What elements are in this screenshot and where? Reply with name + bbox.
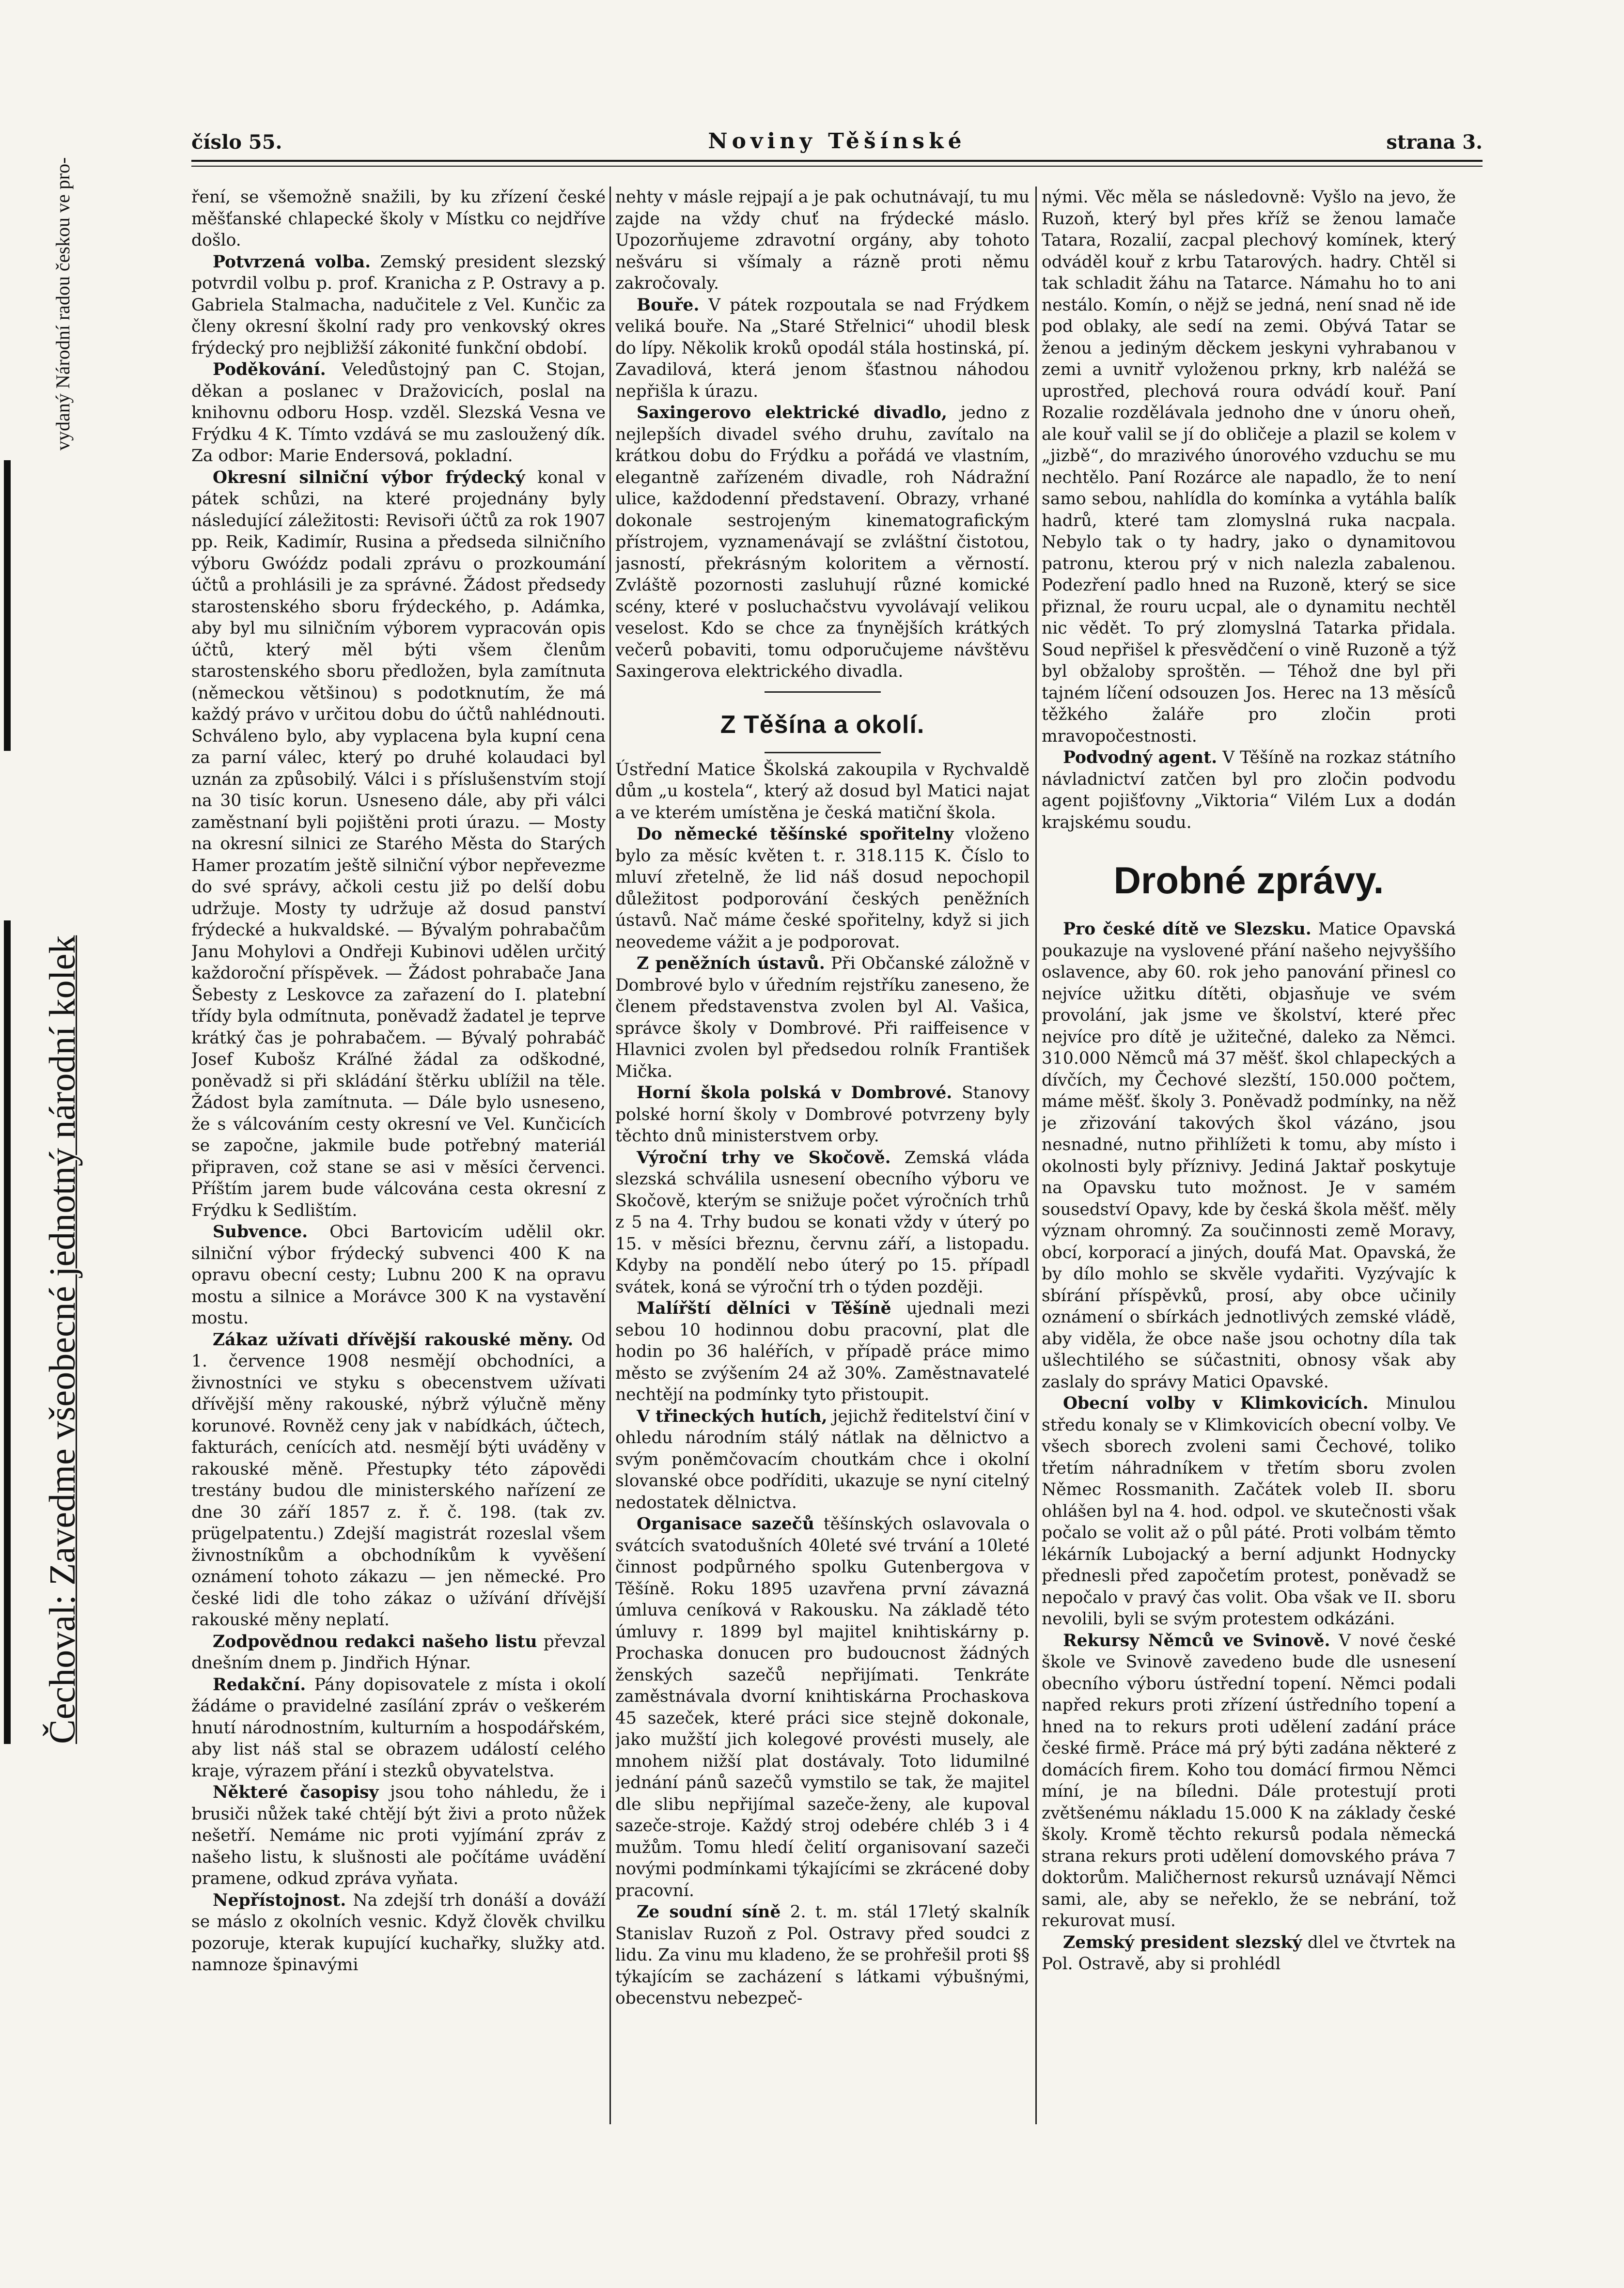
article-text: konal v pátek schůzi, na které projednány byly následující záležitosti: Revisoři účtů za rok 1907 pp. Reik, Kadimír, Rusina a předseda silničního výboru Gwóźdz podali zprávu o prozkoumání účtů a prohlásili je za správné. Žádost předsedy starostenského sboru frýdeckého, p. Adámka, aby byl mu silničním výborem vypracován opis účtů, který měl býti všem členům starostenského sboru předložen, byla zamítnuta (německou většinou) s podotknutím, že má každý právo v určitou dobu do účtů nahlédnouti. Schváleno bylo, aby vyplacena byla kupní cena za parní válec, který po druhé kolaudaci byl uznán za způsobilý. Válci i s příslušenstvím stojí na 30 tisíc korun. Usneseno dále, aby při válci zaměstnaní byli pojištěni proti úrazu. — Mosty na okresní silnici ze Starého Města do Starých Hamer prozatím ještě silniční výbor nepřevezme do své správy, ačkoli cestu již po delší dobu udržuje. Mosty ty udržuje až dosud panství frýdecké a hukvaldské. — Bývalým pohrabačům Janu Mohylovi a Ondřeji Kubinovi udělen určitý každoroční příspěvek. — Žádost pohrabače Jana Šebesty z Leskovce za zařazení do I. platební třídy byla odmítnuta, poněvadž žadatel je teprve krátký čas je pohrabačem. — Bývalý pohrabáč Josef Kubošz Kráľné žádal za odškodné, poněvadž si při skládání štěrku ublížil na těle. Žádost byla zamítnuta. — Dále bylo usneseno, že s válcováním cesty okresní ve Vel. Kunčicích se započne, jakmile bude potřebný materiál připraven, což stane se asi v měsíci červenci. Příštím jarem bude válcována cesta okresní z Frýdku k Sedlištím. <box>191 467 606 1220</box>
article-paragraph <box>615 187 1030 295</box>
article-text: Při Občanské záložně v Dombrové bylo v úředním rejstříku zaneseno, že členem představenstva zvolen byl Al. Vašica, správce školy v Dombrové. Při raiffeisence v Hlavnici zvolen byl předsedou rolník František Mička. <box>615 954 1030 1081</box>
article-text: Pány dopisovatele z místa i okolí žádáme o pravidelné zasílání zpráv o veškerém hnutí národnostním, kulturním a hospodářském, aby list náš stal se obrazem událostí celého kraje, výrazem přání i stezků obyvatelstva. <box>191 1675 606 1781</box>
article-lead: Obecní volby v Klimkovicích. <box>1063 1394 1369 1413</box>
article-text: Na zdejší trh donáší a dováží se máslo z okolních vesnic. Když člověk chvilku pozoruje, kterak kupující kuchařky, služky atd. namnoze špinavými <box>191 1890 606 1975</box>
article-text: vloženo bylo za měsíc květen t. r. 318.115 K. Číslo to mluví zřetelně, že lid náš dosud nepochopil důležitost podporování českých peněžních ústavů. Nač máme české spořitelny, když si jich neovedeme vážit a je podporovat. <box>615 825 1030 952</box>
article-text: V Těšíně na rozkaz státního návladnictví zatčen byl pro zločin podvodu agent pojišťovny „Viktoria“ Vilém Lux a dodán krajskému soudu. <box>1042 748 1456 832</box>
article-lead: Okresní silniční výbor frýdecký <box>213 467 525 487</box>
scan-edge-mark <box>4 920 11 1744</box>
article-paragraph <box>615 1147 1030 1298</box>
article-lead: Bouře. <box>637 295 700 315</box>
article-lead: Zodpovědnou redakci našeho listu <box>213 1632 537 1651</box>
article-text: Veledůstojný pan C. Stojan, děkan a poslanec v Dražovicích, poslal na knihovnu odboru Hosp. vzděl. Slezská Vesna ve Frýdku 4 K. Tímto vzdává se mu zasloužený dík. Za odbor: Marie Endersová, pokladní. <box>191 360 606 466</box>
article-lead: Poděkování. <box>213 360 326 379</box>
article-lead: Z peněžních ústavů. <box>637 954 825 973</box>
article-paragraph <box>615 1901 1030 2009</box>
article-lead: Podvodný agent. <box>1063 748 1218 767</box>
article-lead: Zemský president slezský <box>1063 1932 1302 1952</box>
article-lead: Potvrzená volba. <box>213 252 371 272</box>
article-paragraph <box>1042 187 1456 747</box>
column-divider <box>1035 187 1037 2124</box>
header-rule-thin <box>191 166 1483 167</box>
article-paragraph <box>1042 1630 1456 1932</box>
article-paragraph <box>615 953 1030 1082</box>
article-text: jedno z nejlepších divadel svého druhu, zavítalo na krátkou dobu do Frýdku a pořádá ve vlastním, elegantně zařízeném divadle, roh Nádražní ulice, každodenní představení. Obrazy, vrhané dokonale sestrojeným kinematografickým přístrojem, vyznamenávají se zvláštní čistotou, jasností, překrásným koloritem a věrností. Zvláště pozornosti zasluhují různé komické scény, které v posluchačstvu vyvolávají velikou veselost. Kdo se chce za ťnynějších krátkých večerů pobaviti, tomu odporučujeme návštěvu Saxingerova elektrického divadla. <box>615 403 1030 681</box>
article-text: Stanovy polské horní školy v Dombrové potvrzeny byly těchto dnů ministerstvem orby. <box>615 1083 1030 1146</box>
article-paragraph <box>191 1782 606 1890</box>
article-lead: Saxingerovo elektrické divadlo, <box>637 403 947 422</box>
column-3-bottom <box>1042 918 1456 1975</box>
article-lead: Do německé těšínské spořitelny <box>637 825 954 844</box>
article-text: převzal dnešním dnem p. Jindřich Hýnar. <box>191 1632 606 1673</box>
article-paragraph <box>191 187 606 251</box>
article-paragraph <box>615 295 1030 403</box>
article-paragraph <box>615 1406 1030 1514</box>
article-lead: Horní škola polská v Dombrové. <box>637 1083 953 1103</box>
article-paragraph <box>615 759 1030 824</box>
column-3 <box>1042 187 1456 2124</box>
sidebar-vertical-text <box>24 0 87 1744</box>
article-text: Obci Bartovicím udělil okr. silniční výbor frýdecký subvenci 400 K na opravu obecní cesty; Lubnu 200 K na opravu mostu a silnice a Morávce 300 K na vystavění mostu. <box>191 1222 606 1328</box>
article-text: Zemská vláda slezská schválila usnesení obecního výboru ve Skočově, kterým se snižuje počet výročních trhů z 5 na 4. Trhy budou se konati vždy v úterý po 15. v měsíci březnu, červnu září, a listopadu. Kdyby na pondělí nebo úterý po 15. případl svátek, koná se výroční trh o týden později. <box>615 1148 1030 1297</box>
article-text: V pátek rozpoutala se nad Frýdkem veliká bouře. Na „Staré Střelnici“ uhodil blesk do lípy. Několik kroků opodál stála hostinská, pí. Zavadilová, která jenom šťastnou náhodou nepřišla k úrazu. <box>615 295 1030 401</box>
issue-number: číslo 55. <box>191 131 282 154</box>
column-1 <box>191 187 606 2124</box>
article-paragraph <box>191 251 606 359</box>
article-text: Matice Opavská poukazuje na vyslovené přání našeho nejvyššího oslavence, aby 60. rok jeho panování přinesl co nejvíce užitku dítěti, objasňuje ve svém provolání, jak jsme ve školství, které přec nejvíce pro dítě je užitečné, daleko za Němci. 310.000 Němců má 37 měšť. škol chlapeckých a dívčích, my Čechové slezští, 150.000 počtem, máme měšť. školy 3. Poněvadž podmínky, na něž je zřizování takových škol vázáno, jsou nesnadné, nutno přihlížeti k tomu, aby místo i okolnosti byly příznivy. Jediná Jaktař poskytuje na Opavsku tuto možnost. Je v samém sousedství Opavy, kde by česká škola měšť. měly význam ohromný. Za součinnosti země Moravy, obcí, korporací a jiných, doufá Mat. Opavská, že by dílo mohlo se skvěle vydařiti. Vyzývajíc k sbírání příspěvků, prosí, aby obce učinily oznámení o sbírkách jednotlivých zemské vládě, aby viděla, že obce naše jsou ochotny díla tak ušlechtilého se súčastniti, obnosy však aby zaslaly do správy Matici Opavské. <box>1042 919 1456 1392</box>
article-text: V nové české škole ve Svinově zavedeno bude dle usnesení obecního výboru ústřední topení. Němci podali napřed rekurs proti zřízení ústředního topení a hned na to rekurs proti udělení zadání práce české firmě. Práce má prý býti zadána některé z domácích firem. Koho tou domácí firmou Němci míní, je na bíledni. Dále protestují proti zvětšenému nákladu 15.000 K na základy české školy. Kromě těchto rekursů podala německá strana rekurs proti udělení domovského práva 7 doktorům. Maličhernost rekursů uznávají Němci sami, ale, aby se neřeklo, že se nebrání, tož rekurovat musí. <box>1042 1631 1456 1930</box>
article-text: jsou toho náhledu, že i brusiči nůžek také chtějí být živi a proto nůžek nešetří. Nemáme nic proti vyjímání zpráv z našeho listu, k slušnosti ale počítáme uvádění pramene, odkud zpráva vyňata. <box>191 1783 606 1888</box>
article-text: jejichž ředitelství činí v ohledu národním stálý nátlak na dělnictvo a svým poněmčovacím choutkám chce i okolní slovanské obce podříditi, ukazuje se nyní citelný nedostatek dělnictva. <box>615 1406 1030 1512</box>
scan-edge-mark <box>4 460 11 751</box>
article-paragraph <box>615 1082 1030 1147</box>
article-lead: V třineckých hutích, <box>637 1406 828 1426</box>
section-title-drobne-zpravy: Drobné zprávy. <box>1113 859 1384 902</box>
newspaper-title: Noviny Těšínské <box>708 129 966 154</box>
article-paragraph <box>191 359 606 467</box>
header-rule <box>191 160 1483 162</box>
column-divider <box>609 187 611 2124</box>
article-paragraph <box>615 1513 1030 1901</box>
article-text: 2. t. m. stál 17letý skalník Stanislav Ruzoň z Pol. Ostravy před soudci z lidu. Za vinu mu kladeno, že se prohřešil proti §§ týkajícím se zacházení s látkami výbušnými, obecenstvu nebezpeč- <box>615 1902 1030 2008</box>
column-2-bottom <box>615 759 1030 2009</box>
article-paragraph <box>191 1631 606 1674</box>
article-lead: Rekursy Němců ve Svinově. <box>1063 1631 1330 1650</box>
sidebar-small-text: vydaný Národní radou českou ve pro- <box>52 157 74 451</box>
article-text: nými. Věc měla se následovně: Vyšlo na jevo, že Ruzoň, který byl přes kříž se ženou lamače Tatara, Rozalií, zacpal plechový komínek, který odváděl kouř z krbu Tatarových. hadry. Chtěl si tak schladit žáhu na Tatarce. Námahu ho to ani nestálo. Komín, o nějž se jedná, není snad ně ide pod oblaky, ale sedí na zemi. Obývá Tatar se ženou a jediným děckem jeskyni vyhrabanou v zemi a uvnitř vyloženou prkny, krb naléžá se uprostřed, plechová roura odvádí kouř. Paní Rozalie rozdělávala jednoho dne v únoru oheň, ale kouř valil se jí do obličeje a plazil se kolem v „jizbě“, do mrazivého únorového vzduchu se mu nechtělo. Paní Rozárce ale napadlo, že to není samo sebou, nahlídla do komínka a vytáhla balík hadrů, které tam zlomyslná ruka nacpala. Nebylo tak o ty hadry, jako o dynamitovou patronu, kterou prý v nich nalezla zabalenou. Podezření padlo hned na Ruzoně, který se sice přiznal, že rouru ucpal, ale o dynamitu nechtěl nic vědět. To prý zlomyslná Tatarka přidala. Soud nepřišel k přesvědčení o vině Ruzoně a týž byl obžaloby sproštěn. — Téhož dne byl při tajném líčení odsouzen Jos. Herec na 13 měsíců těžkého žaláře pro zločin proti mravopočestnosti. <box>1042 187 1456 746</box>
column-2-top <box>615 187 1030 683</box>
article-text: Zemský president slezský potvrdil volbu p. prof. Kranicha z P. Ostravy a p. Gabriela Stalmacha, nadučitele z Vel. Kunčic za členy okresní školní rady pro venkovský okres frýdecký pro nejbližší zákonité funkční období. <box>191 252 606 358</box>
section-rule <box>765 752 881 753</box>
page-number: strana 3. <box>1386 131 1483 154</box>
article-paragraph <box>191 1329 606 1631</box>
article-lead: Výroční trhy ve Skočově. <box>637 1148 891 1167</box>
article-paragraph <box>1042 1932 1456 1975</box>
article-paragraph <box>615 402 1030 683</box>
article-lead: Organisace sazečů <box>637 1514 814 1534</box>
article-paragraph <box>1042 918 1456 1393</box>
article-paragraph <box>1042 747 1456 833</box>
column-2 <box>615 187 1030 2124</box>
article-text: Minulou středu konaly se v Klimkovicích obecní volby. Ve všech sborech zvoleni sami Čechové, toliko třetím náhradníkem v třetím sboru zvolen Němec Rossmanith. Začátek voleb II. sboru ohlášen byl na 4. hod. odpol. ve skutečnosti však počalo se volit až o půl páté. Proti volbám těmto lékárník Lubojacký a berní adjunkt Hodnycky přednesli před započetím protest, poněvadž se nepočalo v pravý čas volit. Oba však ve II. sboru nevolili, byli se svým protestem odkázáni. <box>1042 1394 1456 1629</box>
article-lead: Ze soudní síně <box>637 1902 781 1922</box>
article-lead: Pro české dítě ve Slezsku. <box>1063 919 1312 939</box>
article-lead: Subvence. <box>213 1222 308 1242</box>
article-lead: Nepřístojnost. <box>213 1890 346 1910</box>
page-header <box>191 127 1483 157</box>
article-text: Od 1. července 1908 nesmějí obchodníci, a živnostníci ve styku s obecenstvem užívati dřívější měny rakouské, nýbrž výlučně měny korunové. Rovněž ceny jak v nabídkách, účtech, fakturách, cenících atd. nesmějí býti uváděny v rakouské měně. Přestupky této zápovědi trestány budou dle ministerského nařízení ze dne 30 září 1857 z. ř. č. 198. (tak zv. prügelpatentu.) Zdejší magistrát rozeslal všem živnostníkům a obchodníkům k vyvěšení oznámení tohoto zákazu — jen německé. Pro české lidi dle toho zákaz o užívání dřívější rakouské měny neplatí. <box>191 1330 606 1630</box>
article-lead: Malířští dělníci v Těšíně <box>637 1299 891 1318</box>
article-text: ujednali mezi sebou 10 hodinnou dobu pracovní, plat dle hodin po 36 haléřích, v případě práce mimo město se zvýšením 24 až 30%. Zaměstnavatelé nechtějí na podmínky tyto přistoupit. <box>615 1299 1030 1404</box>
article-paragraph <box>191 1674 606 1782</box>
article-text: ření, se všemožně snažili, by ku zřízení české měšťanské chlapecké školy v Místku co nejdříve došlo. <box>191 187 606 250</box>
article-paragraph <box>191 1221 606 1329</box>
article-paragraph <box>615 824 1030 953</box>
article-paragraph <box>615 1298 1030 1406</box>
article-lead: Zákaz užívati dřívější rakouské měny. <box>213 1330 574 1350</box>
article-paragraph <box>191 1890 606 1976</box>
article-text: Ústřední Matice Školská zakoupila v Rychvaldě dům „u kostela“, který až dosud byl Matici najat a ve kterém umístěna je česká matiční škola. <box>615 760 1030 823</box>
sidebar-main-text: Čechoval: Zavedme všeobecné jednotný národní kolek <box>42 935 83 1744</box>
article-text: dlel ve čtvrtek na Pol. Ostravě, aby si prohlédl <box>1042 1932 1456 1974</box>
article-text: těšínských oslavovala o svátcích svatodušních 40leté své trvání a 10leté činnost podpůrného spolku Gutenbergova v Těšíně. Roku 1895 uzavřena první závazná úmluva ceníková v Rakousku. Na základě této úmluvy r. 1899 byl majitel knihtiskárny p. Prochaska donucen pro budoucnost žádných ženských sazečů nepřijímati. Tenkráte zaměstnávala dvorní knihtiskárna Prochaskova 45 sazeček, které práci sice stejně dokonale, jako mužští jich kolegové provésti musely, ale mnohem nižší plat dostávaly. Toto lidumilné jednání pánů sazečů vymstilo se tak, že majitel dle slibu nepřijímal sazeče-ženy, ale kupoval sazeče-stroje. Každý stroj odebére chléb 3 i 4 mužům. Tomu hledí čelití organisovaní sazeči novými podmínkami týkajícími se zkrácené doby pracovní. <box>615 1514 1030 1900</box>
section-rule <box>765 691 881 693</box>
section-title-tesin: Z Těšína a okolí. <box>720 710 925 739</box>
column-3-top <box>1042 187 1456 833</box>
article-paragraph <box>191 467 606 1222</box>
article-text: nehty v másle rejpají a je pak ochutnávají, tu mu zajde na vždy chuť na frýdecké máslo. Upozorňujeme zdravotní orgány, aby tohoto nešváru si všímaly a rázně proti němu zakročovaly. <box>615 187 1030 293</box>
article-lead: Některé časopisy <box>213 1783 379 1802</box>
article-paragraph <box>1042 1393 1456 1630</box>
article-lead: Redakční. <box>213 1675 306 1695</box>
